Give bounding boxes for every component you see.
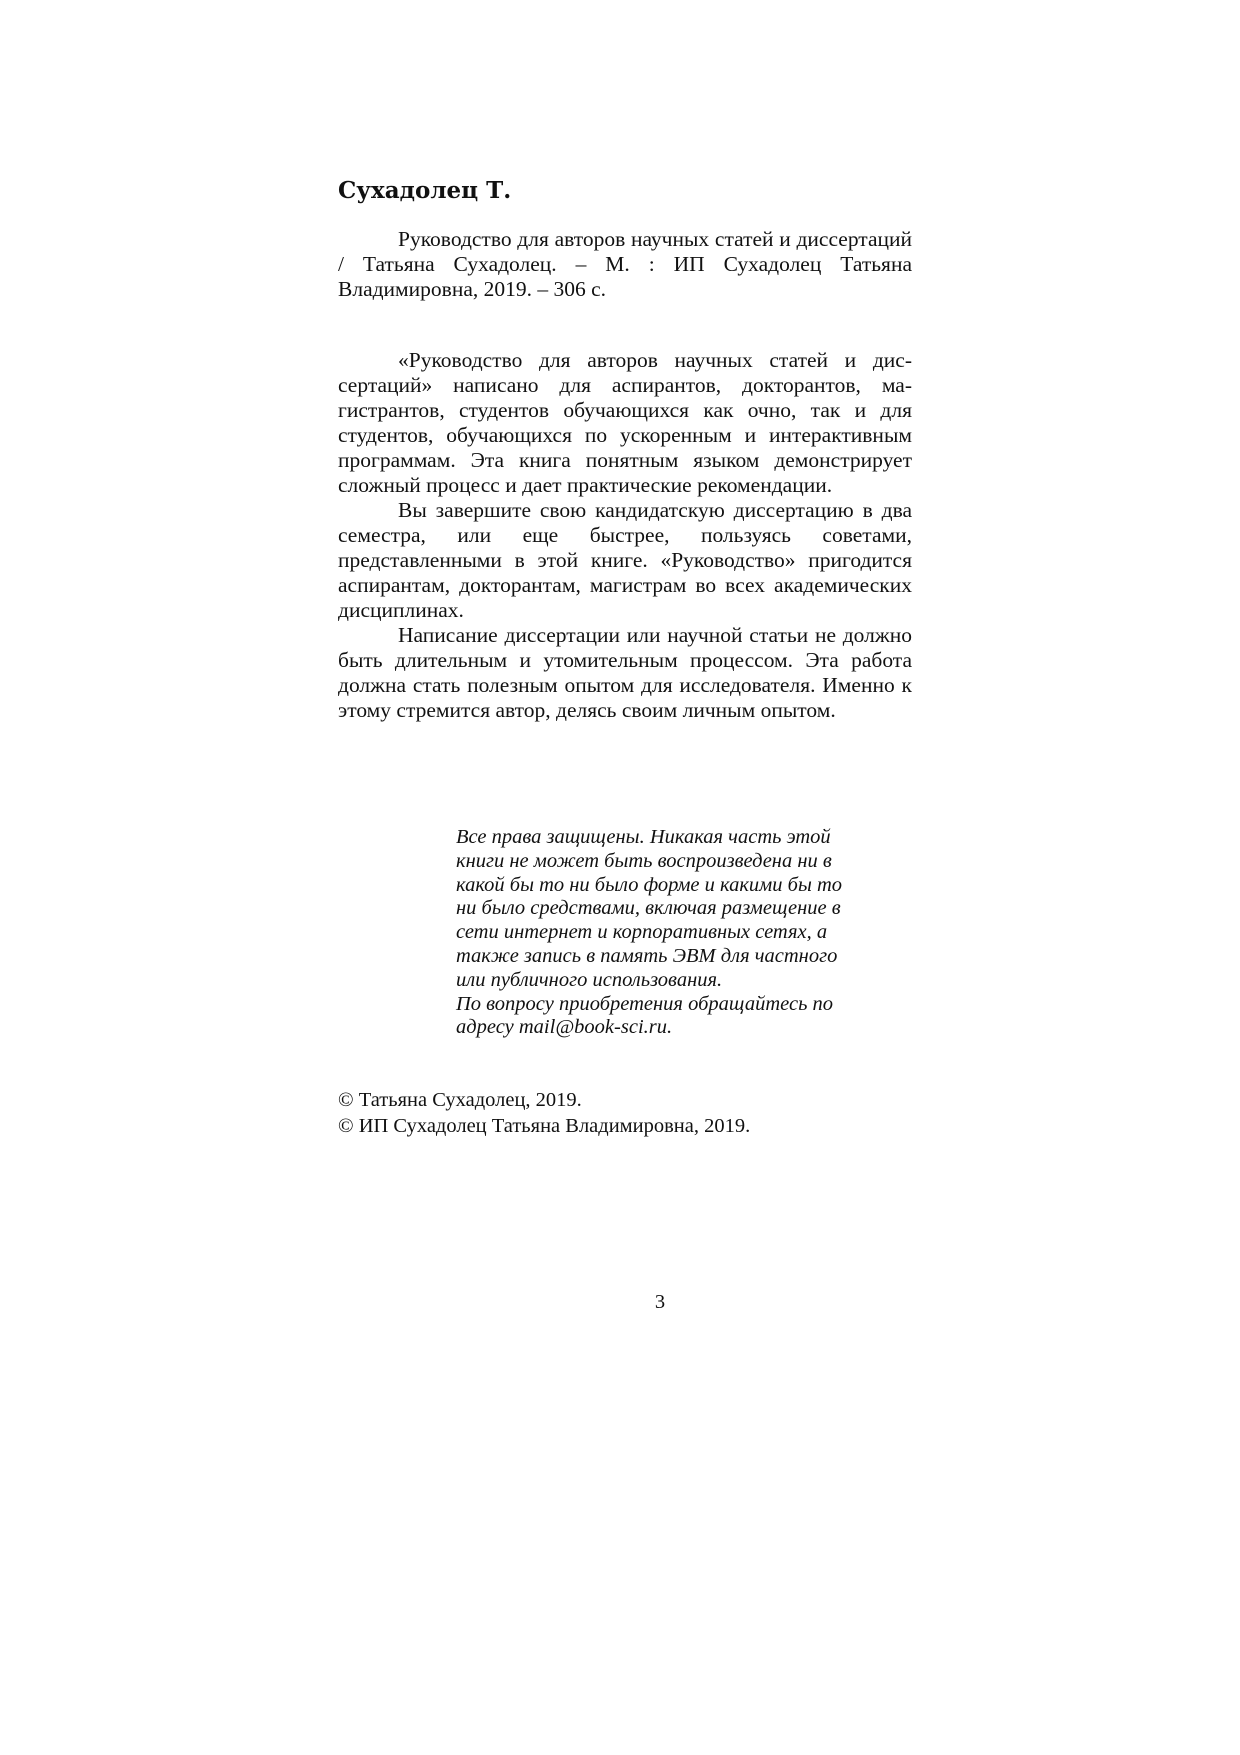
rights-notice-line: сети интернет и корпоративных сетях, а (456, 921, 828, 944)
annotation-paragraph: «Руководство для авторов научных статей и диссертаций» написано для аспирантов, докторантов, магистрантов, студентов обучающихся как очно, так и для студентов, обучающихся по ускоренным и интерактивным программам. Эта книга понятным языком демонстрирует сложный процесс и дает практические рекомендации. (338, 348, 912, 497)
page-number: 3 (654, 1291, 666, 1313)
copyright-line: © Татьяна Сухадолец, 2019. (338, 1089, 582, 1111)
rights-notice-line: книги не может быть воспроизведена ни в (456, 849, 832, 872)
annotation-paragraph: Написание диссертации или научной статьи не должно быть длительным и утомительным процессом. Эта работа должна стать полезным опытом для исследователя. Именно к этому стремится автор, делясь своим личным опытом. (338, 623, 912, 722)
rights-notice-line: адресу mail@book-sci.ru. (456, 1016, 673, 1039)
copyright-block (338, 1087, 912, 1139)
bibliographic-record-block (338, 227, 912, 302)
rights-notice-line: ни было средствами, включая размещение в (456, 897, 841, 920)
bibliographic-record: Руководство для авторов научных статей и диссертаций / Татьяна Сухадолец. – М. : ИП Сухадолец Татьяна Владимировна, 2019. – 306 с. (338, 227, 912, 301)
rights-notice-line: какой бы то ни было форме и какими бы то (456, 873, 843, 896)
rights-notice-line: также запись в память ЭВМ для частного (456, 944, 838, 967)
rights-notice-line: По вопросу приобретения обращайтесь по (456, 992, 834, 1015)
rights-notice (456, 826, 912, 1040)
author-name: Сухадолец Т. (338, 177, 512, 204)
annotation-block (338, 348, 912, 723)
annotation-paragraph: Вы завершите свою кандидатскую диссертацию в два семестра, или еще быстрее, пользуясь советами, представленными в этой книге. «Руководство» пригодится аспирантам, докторантам, магистрам во всех академических дисциплинах. (338, 498, 912, 622)
copyright-line: © ИП Сухадолец Татьяна Владимировна, 2019. (338, 1115, 751, 1137)
rights-notice-line: или публичного использования. (456, 968, 723, 991)
rights-notice-line: Все права защищены. Никакая часть этой (456, 826, 831, 848)
